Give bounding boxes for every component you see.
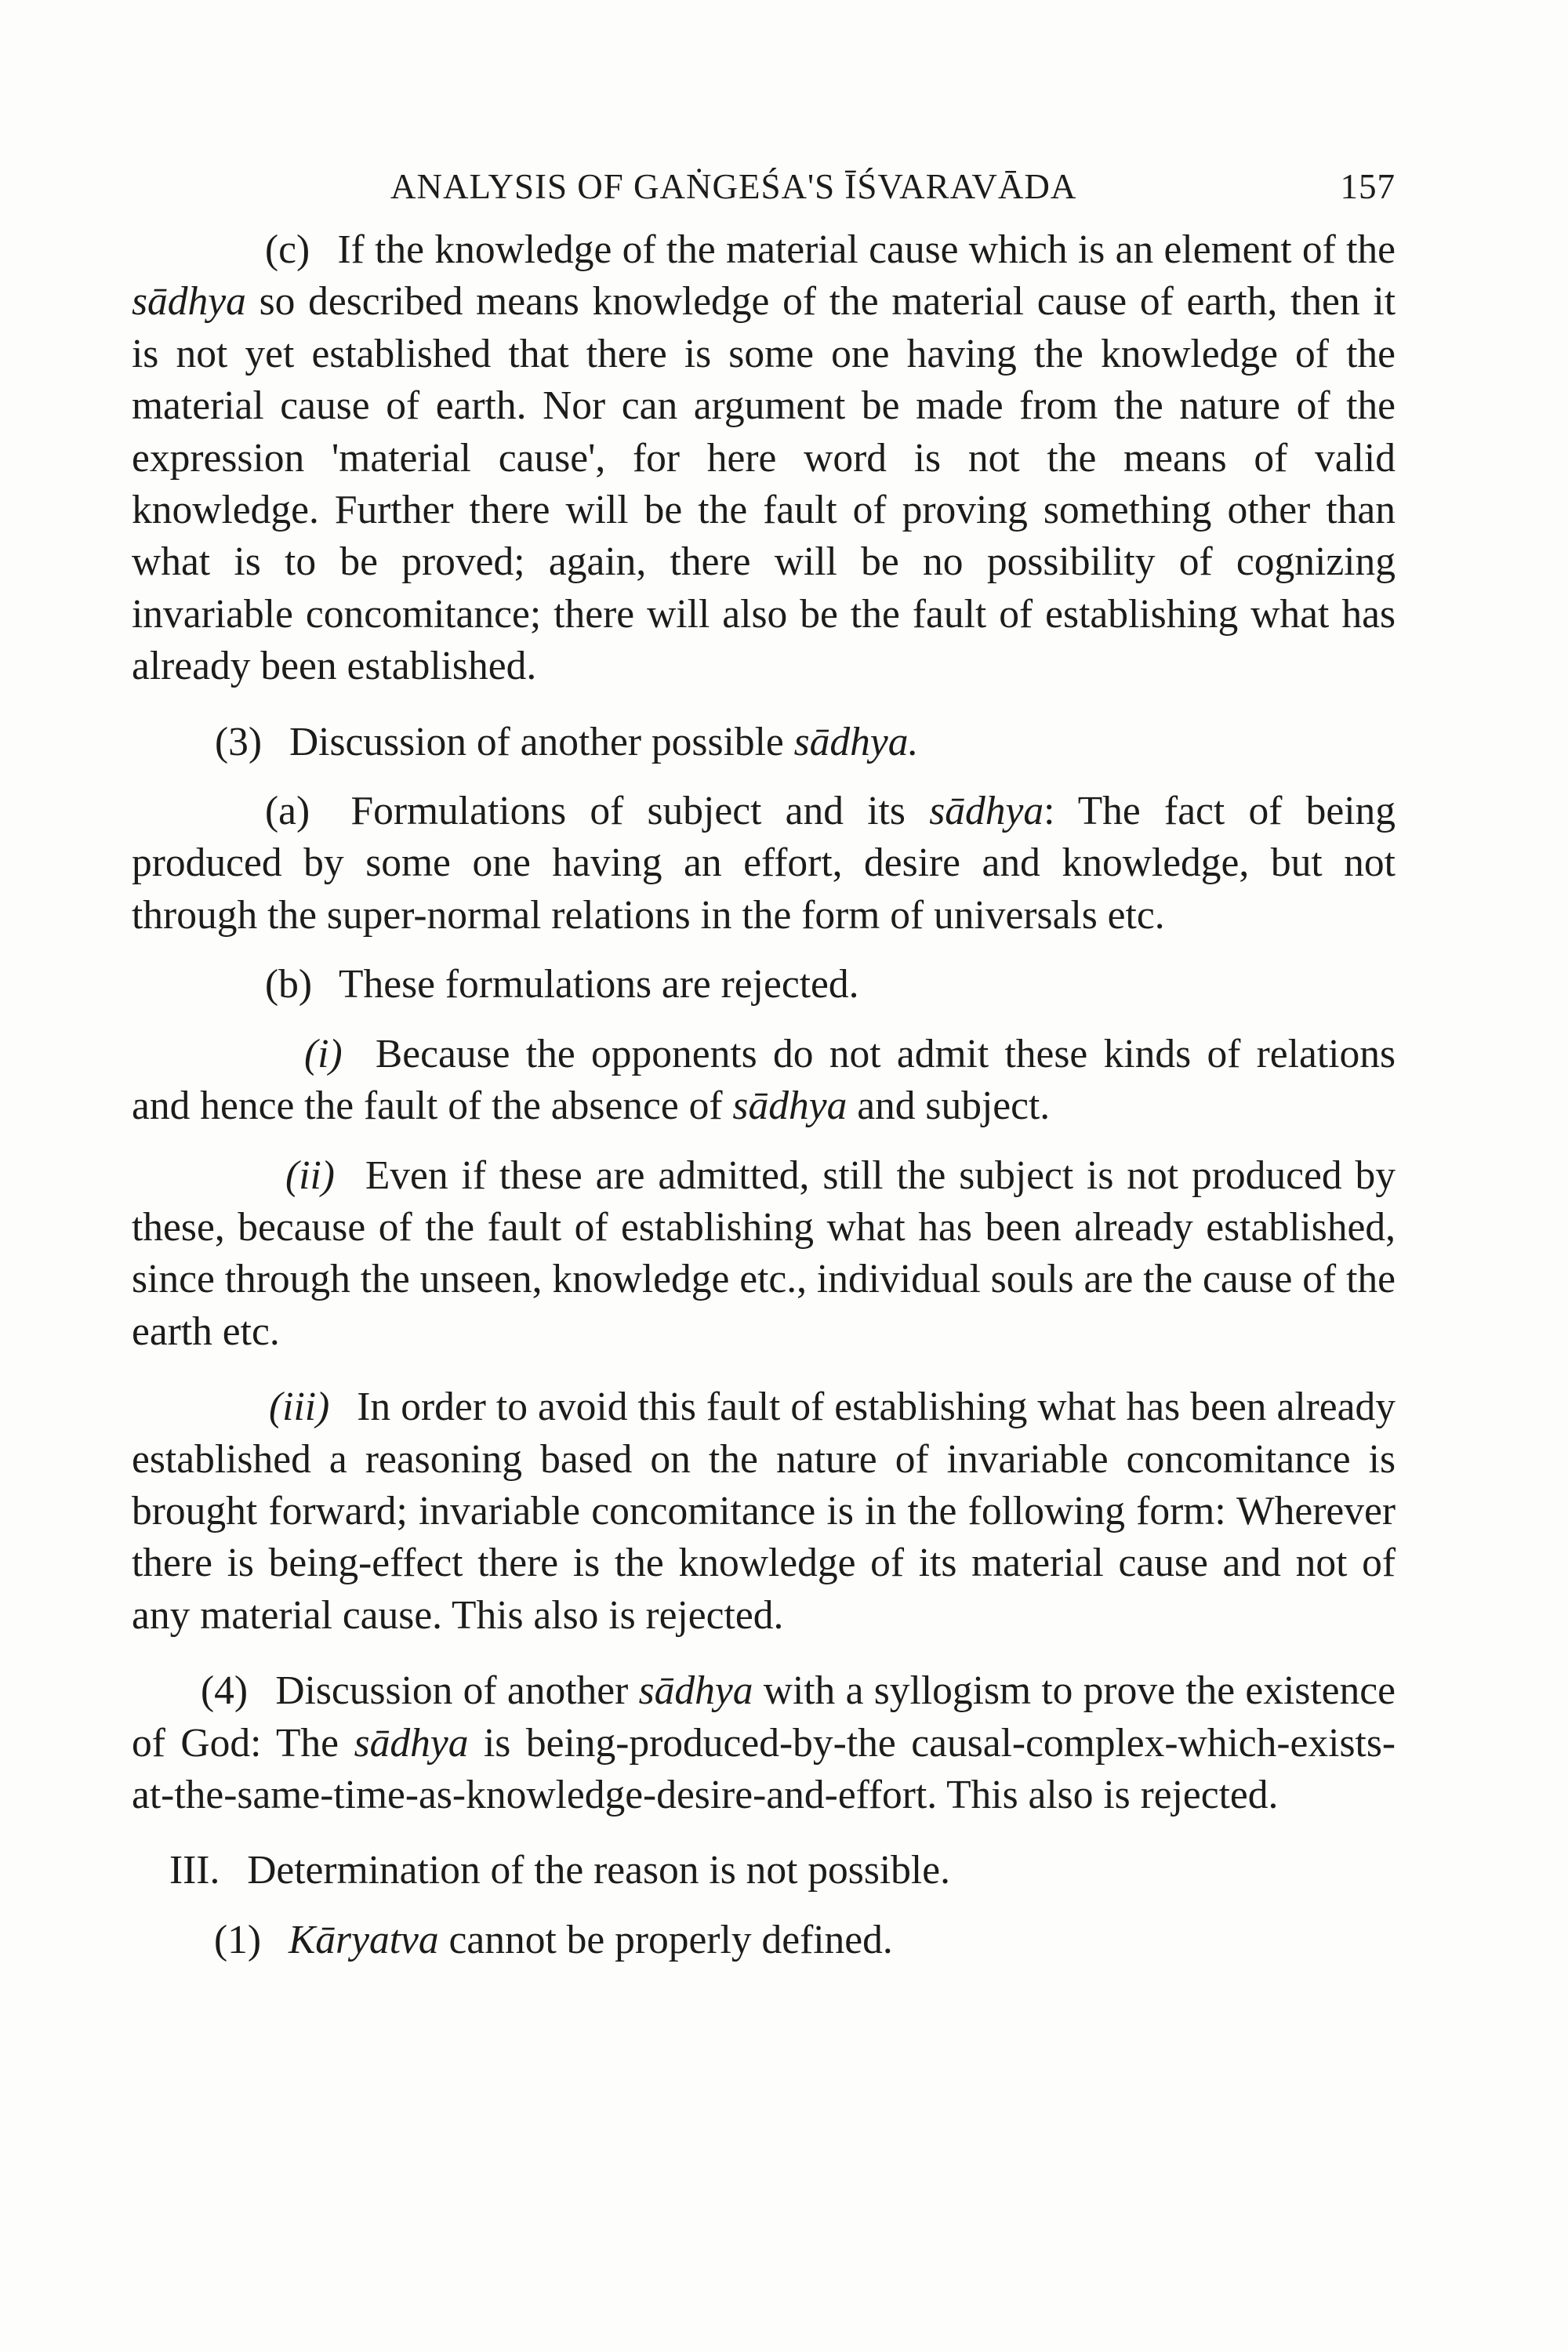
text-i-2: and subject. xyxy=(857,1083,1051,1129)
label-III: III. xyxy=(169,1848,220,1893)
text-1-1: cannot be properly defined. xyxy=(448,1917,893,1962)
heading-1 xyxy=(132,1915,1396,1966)
text-4-3: is being-produced-by-the causal-complex-which-exists-at-the-same-time-as-knowledge-desire-and-effort. This also is rejected. xyxy=(132,1720,1396,1817)
term-karyatva: Kāryatva xyxy=(288,1917,439,1962)
paragraph-ii xyxy=(132,1150,1396,1359)
paragraph-i xyxy=(132,1029,1396,1133)
text-b-1: These formulations are rejected. xyxy=(339,962,859,1007)
label-ii: (ii) xyxy=(285,1152,335,1198)
paragraph-iii xyxy=(132,1381,1396,1642)
label-iii: (iii) xyxy=(269,1385,330,1430)
text-4-1: Discussion of another xyxy=(275,1668,629,1714)
text-ii-1: Even if these are admitted, still the subject is not produced by these, because of the fault of establishing what has been already established, since through the unseen, knowledge etc., individual souls are the cause of the earth etc. xyxy=(132,1152,1396,1354)
term-sadhya: sādhya xyxy=(354,1720,469,1766)
paragraph-c xyxy=(132,224,1396,693)
running-head xyxy=(132,166,1396,224)
text-i-1: Because the opponents do not admit these kinds of relations and hence the fault of the absence of xyxy=(132,1031,1396,1129)
label-c: (c) xyxy=(265,227,310,272)
term-sadhya: sādhya xyxy=(732,1083,848,1129)
term-sadhya: sādhya. xyxy=(793,719,919,764)
text-a-2: : The fact of being produced by some one having an effort, desire and knowledge, but not through the super-normal relations in the form of universals etc. xyxy=(132,789,1396,938)
text-4-2: with a syllogism to prove the existence of God: The xyxy=(132,1668,1396,1766)
page-number: 157 xyxy=(1340,167,1396,206)
label-b: (b) xyxy=(265,962,313,1007)
label-4: (4) xyxy=(201,1668,249,1714)
label-a: (a) xyxy=(265,789,310,834)
term-sadhya: sādhya xyxy=(638,1668,753,1714)
heading-3 xyxy=(132,717,1396,768)
paragraph-a xyxy=(132,786,1396,942)
text-c-1: If the knowledge of the material cause which is an element of the xyxy=(337,227,1396,272)
running-title: ANALYSIS OF GAṄGEŚA'S ĪŚVARAVĀDA xyxy=(390,167,1077,206)
term-sadhya: sādhya xyxy=(929,789,1044,834)
text-c-2: so described means knowledge of the material cause of earth, then it is not yet established that there is some one having the knowledge of the material cause of earth. Nor can argument be made from the nature of the expression 'material cause', for here word is not the means of valid knowledge. Further there will be the fault of proving something other than what is to be proved; again, there will be no possibility of cognizing invariable concomitance; there will also be the fault of establishing what has already been established. xyxy=(132,279,1396,689)
book-page xyxy=(132,166,1396,1966)
text-III-1: Determination of the reason is not possible. xyxy=(247,1848,950,1893)
label-3: (3) xyxy=(215,719,263,764)
text-a-1: Formulations of subject and its xyxy=(350,789,906,834)
label-i: (i) xyxy=(304,1031,343,1076)
term-sadhya: sādhya xyxy=(132,279,246,325)
heading-b xyxy=(132,959,1396,1011)
text-iii-1: In order to avoid this fault of establishing what has been already established a reasoning based on the nature of invariable concomitance is brought forward; invariable concomitance is in the following form: Wherever there is being-effect there is the knowledge of its material cause and not of any material cause. This also is rejected. xyxy=(132,1385,1396,1638)
label-1: (1) xyxy=(214,1917,262,1962)
heading-III xyxy=(132,1845,1396,1896)
text-3-1: Discussion of another possible xyxy=(289,719,784,764)
paragraph-4 xyxy=(132,1665,1396,1821)
